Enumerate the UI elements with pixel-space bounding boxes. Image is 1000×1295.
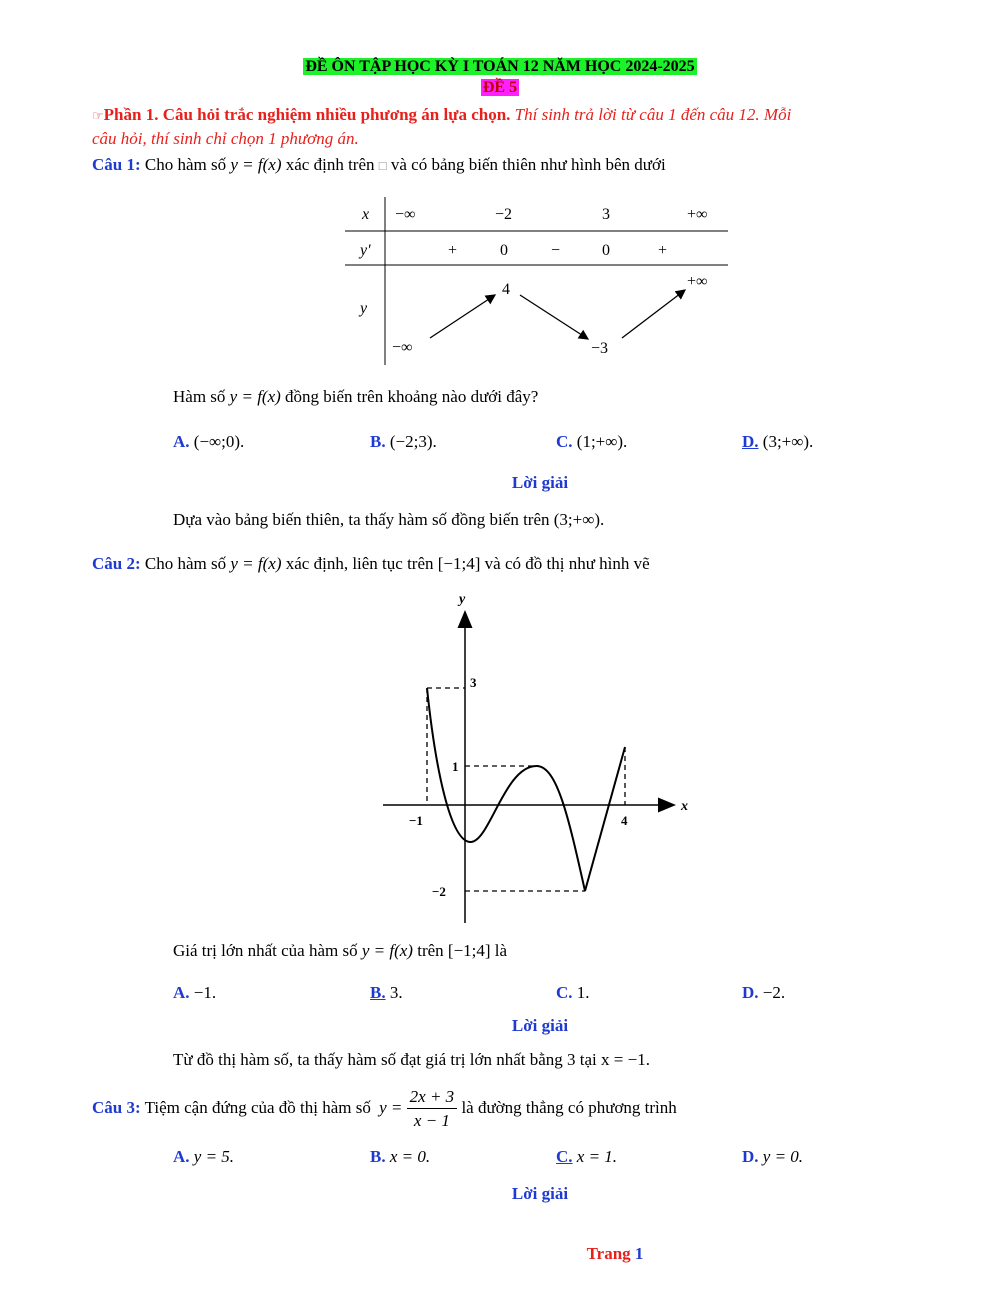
x-tick-label: −1 (409, 813, 423, 828)
document-title: ĐỀ ÔN TẬP HỌC KỲ I TOÁN 12 NĂM HỌC 2024-2025 (305, 58, 695, 75)
function-curve (427, 688, 625, 891)
page-label: Trang (586, 1244, 631, 1263)
q3-option-d[interactable]: D. y = 0. (742, 1147, 804, 1166)
x-axis-label: x (681, 799, 688, 814)
increase-arrow (430, 295, 495, 338)
y-axis-label: y (459, 592, 466, 607)
page-footer (0, 1244, 1000, 1264)
q1-option-c[interactable]: C. (1;+∞). (556, 432, 628, 451)
y-value: 4 (502, 281, 510, 298)
x-value: −2 (495, 206, 513, 223)
yprime-sign: + (448, 242, 458, 259)
function-graph (375, 585, 705, 930)
question-1: Câu 1: Cho hàm số y = f(x) xác định trên □ và có bảng biến thiên như hình bên dưới (92, 155, 666, 174)
part-instruction-2: câu hỏi, thí sinh chỉ chọn 1 phương án. (92, 129, 359, 148)
q2-option-a[interactable]: A. −1. (173, 983, 217, 1002)
part-heading (92, 105, 791, 125)
question-2: Câu 2: Cho hàm số y = f(x) xác định, liên tục trên [−1;4] và có đồ thị như hình vẽ (92, 554, 650, 573)
solution-label: Lời giải (511, 1184, 569, 1203)
increase-arrow (622, 290, 685, 338)
q1-option-b[interactable]: B. (−2;3). (370, 432, 437, 451)
question-3: Câu 3: Tiệm cận đứng của đồ thị hàm số y = $\frac{2x + 3}{x - 1}$ là đường thẳng có phương trình (92, 1087, 677, 1130)
part-instruction-1: Thí sinh trả lời từ câu 1 đến câu 12. Mỗi (514, 105, 792, 124)
solution-label: Lời giải (511, 473, 569, 492)
x-value: +∞ (687, 206, 708, 223)
table-x-label: x (362, 206, 370, 223)
dashed-guides (427, 688, 625, 891)
variation-table (340, 195, 740, 370)
q1-solution: Dựa vào bảng biến thiên, ta thấy hàm số đồng biến trên (3;+∞). (173, 510, 605, 529)
solution-label: Lời giải (511, 1016, 569, 1035)
question-label: Câu 1: (92, 155, 141, 174)
yprime-zero: 0 (500, 242, 508, 259)
table-y-label: y (360, 300, 368, 317)
q2-option-b[interactable]: B. 3. (370, 983, 403, 1002)
y-tick-label: 3 (470, 675, 477, 690)
y-value: −∞ (392, 339, 413, 356)
table-yprime-label: y′ (360, 242, 371, 259)
page-number: 1 (634, 1244, 644, 1263)
y-tick-label: 1 (452, 759, 459, 774)
yprime-sign: − (551, 242, 561, 259)
decrease-arrow (520, 295, 588, 339)
q2-option-c[interactable]: C. 1. (556, 983, 590, 1002)
fraction-expression: $\frac{2x + 3}{x - 1}$ (407, 1087, 458, 1131)
q3-option-b[interactable]: B. x = 0. (370, 1147, 431, 1166)
function-expression: y = f(x) (230, 155, 282, 174)
question-2-prompt: Giá trị lớn nhất của hàm số y = f(x) trên [−1;4] là (173, 941, 508, 960)
x-value: 3 (602, 206, 610, 223)
part-title: Phần 1. Câu hỏi trắc nghiệm nhiều phương án lựa chọn. (103, 105, 511, 124)
x-value: −∞ (395, 206, 416, 223)
y-value: −3 (591, 340, 609, 357)
question-label: Câu 3: (92, 1097, 141, 1117)
function-expression: y = f(x) (230, 554, 282, 573)
hand-pointing-icon: ☞ (92, 108, 104, 123)
q1-option-a[interactable]: A. (−∞;0). (173, 432, 245, 451)
q2-option-d[interactable]: D. −2. (742, 983, 786, 1002)
exam-number: ĐỀ 5 (482, 79, 518, 96)
y-value: +∞ (687, 273, 708, 290)
yprime-zero: 0 (602, 242, 610, 259)
q1-option-d[interactable]: D. (3;+∞). (742, 432, 814, 451)
q2-solution: Từ đồ thị hàm số, ta thấy hàm số đạt giá trị lớn nhất bằng 3 tại x = −1. (173, 1050, 650, 1069)
question-label: Câu 2: (92, 554, 141, 573)
yprime-sign: + (658, 242, 668, 259)
question-1-prompt: Hàm số y = f(x) đồng biến trên khoảng nào dưới đây? (173, 387, 539, 406)
y-tick-label: −2 (432, 884, 446, 899)
q3-option-a[interactable]: A. y = 5. (173, 1147, 235, 1166)
x-tick-label: 4 (621, 813, 628, 828)
q3-option-c[interactable]: C. x = 1. (556, 1147, 618, 1166)
